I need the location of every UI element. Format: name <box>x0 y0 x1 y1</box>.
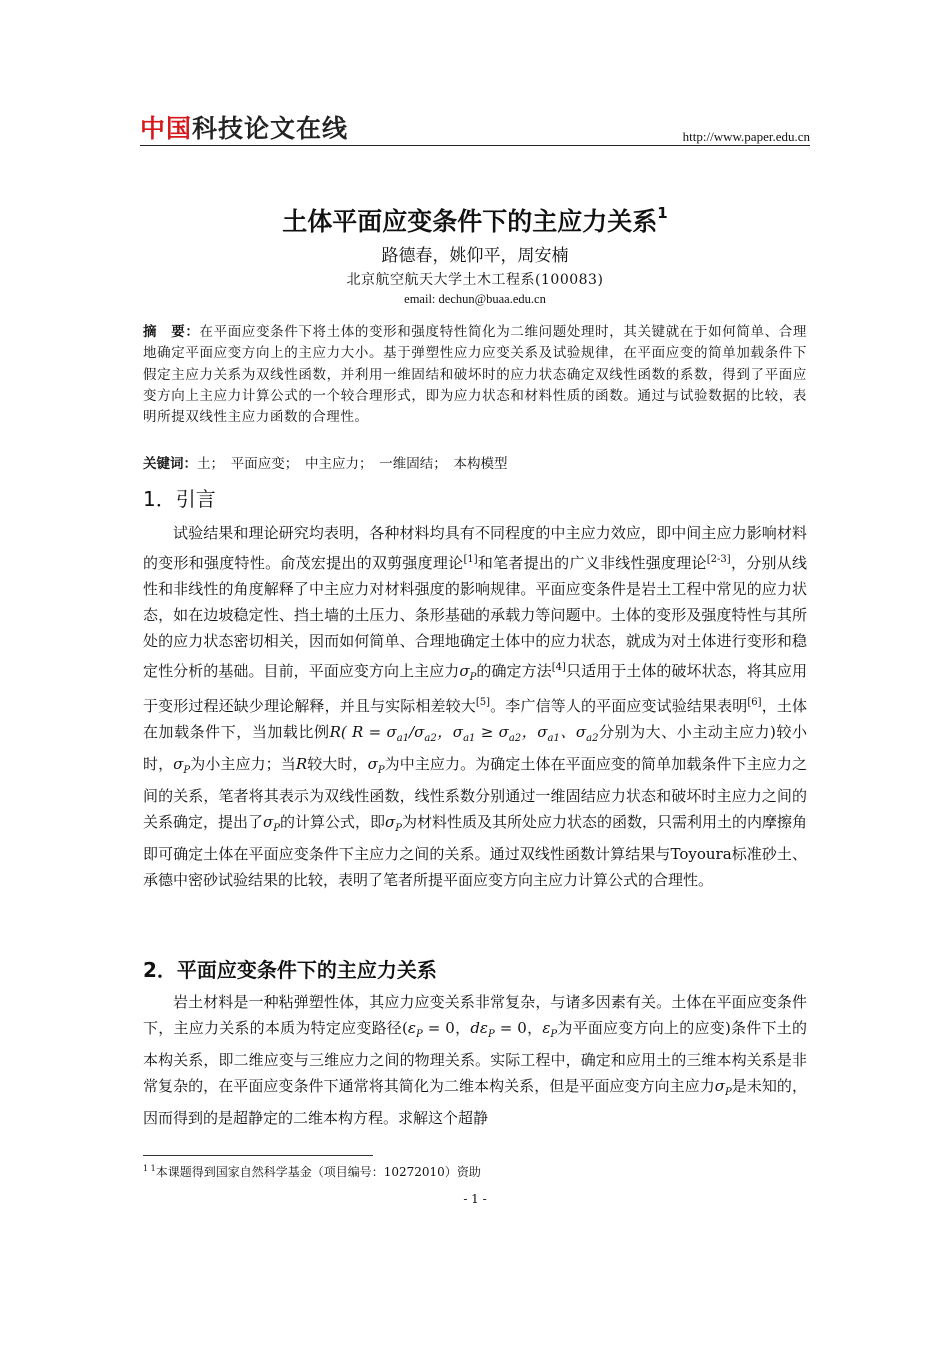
logo-part1: 中国 <box>140 114 193 143</box>
s2-text-1: 岩土材料是一种粘弹塑性体，其应力应变关系非常复杂，与诸多因素有关。土体在平面应变条件下，主应力关系的本质为特定应变路径( <box>143 993 807 1037</box>
sigma-p: $\sigma_P$ <box>459 661 477 683</box>
keywords-text: 土； 平面应变； 中主应力； 一维固结； 本构模型 <box>197 456 508 472</box>
title-text: 土体平面应变条件下的主应力关系 <box>282 207 658 236</box>
section2-body <box>143 990 807 1132</box>
abstract-text: 在平面应变条件下将土体的变形和强度特性简化为二维问题处理时，其关键就在于如何简单、合理地确定平面应变方向上的主应力大小。基于弹塑性应力应变关系及试验规律，在平面应变的简单加载条件下假定主应力关系为双线性函数，并利用一维固结和破坏时的应力状态确定双线性函数的系数，得到了平面应变方向上主应力计算公式的一个较合理形式，即为应力状态和材料性质的函数。通过与试验数据的比较，表明所提双线性主应力函数的合理性。 <box>143 324 807 426</box>
citation-4[interactable]: [4] <box>551 661 566 673</box>
s1-text-1: 试验结果和理论研究均表明，各种材料均具有不同程度的中主应力效应，即中间主应力影响材料的变形和强度特性。俞茂宏提出的双剪强度理论 <box>143 524 807 572</box>
d-epsilon-p: $d\varepsilon_P$ <box>470 1018 495 1040</box>
epsilon-zero: = 0， <box>422 1018 471 1037</box>
s1-text-5: 只适用于土体的破坏状态，将其应用于变形过程还缺少理论解释，并且与实际相差较大 <box>143 661 807 716</box>
header-rule <box>140 145 810 146</box>
epsilon-p: $\varepsilon_P$ <box>407 1018 423 1040</box>
s1-text-11: 为中主应力。为确定土体在平面应变的简单加载条件下主应力之间的关系，笔者将其表示为双线性函数，线性系数分别通过一维固结应力状态和破坏时主应力之间的关系确定，提出了 <box>143 755 807 832</box>
s2-text-2: 为平面应变方向上的应变)条件下土的本构关系，即二维应变与三维应力之间的物理关系。实际工程中，确定和应用土的三维本构关系是非常复杂的，在平面应变条件下通常将其简化为二维本构关系，但是平面应变方向主应力 <box>143 1018 808 1095</box>
s1-text-2: 和笔者提出的广义非线性强度理论 <box>477 553 707 572</box>
s1-text-3: ，分别从线性和非线性的角度解释了中主应力对材料强度的影响规律。平面应变条件是岩土工程中常见的应力状态，如在边坡稳定性、挡土墙的土压力、条形基础的承载力等问题中。土体的变形及强度特性与其所处的应力状态密切相关，因而如何简单、合理地确定土体中的应力状态，就成为对土体进行变形和稳定性分析的基础。目前，平面应变方向上主应力 <box>143 553 807 680</box>
footnote-rule <box>143 1155 373 1156</box>
abstract-label: 摘 要： <box>143 324 200 340</box>
paper-title <box>0 196 950 239</box>
citation-1[interactable]: [1] <box>463 553 478 565</box>
section1-body <box>143 521 807 894</box>
header-url[interactable]: http://www.paper.edu.cn <box>682 129 810 144</box>
d-epsilon-zero: = 0， <box>494 1018 543 1037</box>
s1-text-8: 分别为大、小主动主应力)较小时， <box>143 723 807 774</box>
footnote-text: 本课题得到国家自然科学基金（项目编号：10272010）资助 <box>155 1165 481 1179</box>
title-footnote-mark: 1 <box>657 204 668 222</box>
affiliation: 北京航空航天大学土木工程系(100083) <box>346 272 604 288</box>
sigma-p: $\sigma_P$ <box>385 813 402 835</box>
ratio-expression: ( $R = \sigma_{a1}/\sigma_{a2}$，$\sigma_{a1} \ge \sigma_{a2}$，$\sigma_{a1}$、$\sigma_{a2}$ <box>340 723 599 745</box>
s1-text-10: 较大时， <box>307 755 368 774</box>
logo-part2: 科技论文在线 <box>192 114 349 143</box>
sigma-p: $\sigma_P$ <box>367 755 385 777</box>
abstract <box>143 322 807 428</box>
s1-text-7: ，土体在加载条件下，当加载比例 <box>143 697 807 742</box>
sigma-p: $\sigma_P$ <box>263 813 280 835</box>
keywords <box>143 454 807 474</box>
keywords-label: 关键词： <box>143 456 197 472</box>
footnote-mark: 1 1 <box>143 1164 156 1173</box>
authors: 路德春，姚仰平，周安楠 <box>381 246 569 266</box>
email[interactable]: email: dechun@buaa.edu.cn <box>404 292 546 306</box>
section1-paragraph <box>143 521 807 894</box>
s1-text-13: 为材料性质及其所处应力状态的函数，只需利用土的内摩擦角即可确定土体在平面应变条件下主应力之间的关系。通过双线性函数计算结果与Toyoura标准砂土、承德中密砂试验结果的比较，表明了笔者所提平面应变方向主应力计算公式的合理性。 <box>143 813 808 889</box>
sigma-p: $\sigma_P$ <box>714 1076 732 1098</box>
s1-text-9: 为小主应力；当 <box>190 755 296 774</box>
ratio-r: R <box>329 723 341 742</box>
footnote <box>143 1160 481 1181</box>
s2-text-3: 是未知的，因而得到的是超静定的二维本构方程。求解这个超静 <box>143 1076 807 1127</box>
section2-paragraph <box>143 990 807 1132</box>
page-number: - 1 - <box>463 1192 487 1206</box>
epsilon-p: $\varepsilon_P$ <box>542 1018 558 1040</box>
section2-heading: 2．平面应变条件下的主应力关系 <box>143 958 437 982</box>
section1-heading: 1．引言 <box>143 487 216 511</box>
ratio-r: R <box>295 755 308 774</box>
s1-text-12: 的计算公式，即 <box>280 813 386 832</box>
citation-5[interactable]: [5] <box>475 697 491 709</box>
logo <box>140 114 348 144</box>
s1-text-6: 。李广信等人的平面应变试验结果表明 <box>490 697 748 716</box>
sigma-p: $\sigma_P$ <box>173 755 191 777</box>
s1-text-4: 的确定方法 <box>476 661 552 680</box>
citation-6[interactable]: [6] <box>747 697 762 709</box>
citation-2-3[interactable]: [2-3] <box>706 553 731 565</box>
